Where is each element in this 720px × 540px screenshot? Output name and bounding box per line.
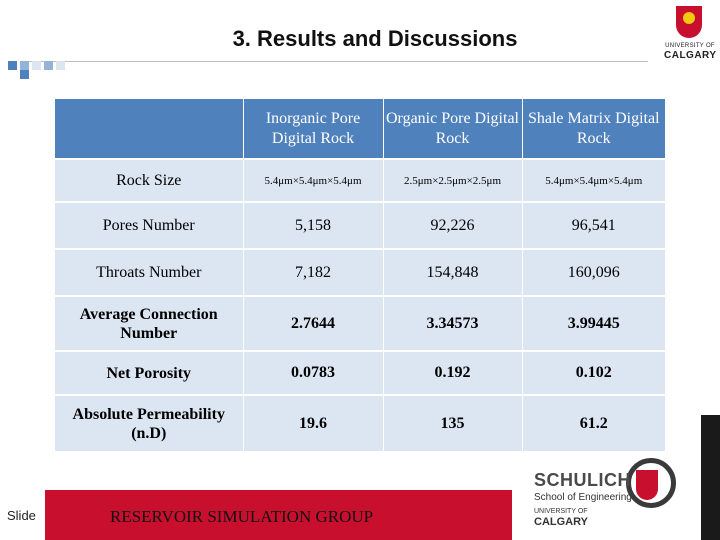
header-cell: Shale Matrix Digital Rock [522,99,665,159]
row-label: Net Porosity [55,351,243,395]
table-cell: 3.34573 [383,296,522,351]
right-edge-strip [701,415,720,540]
university-logo [664,6,716,64]
table-cell: 5.4μm×5.4μm×5.4μm [243,159,383,202]
table-row [55,351,665,395]
header-cell [55,99,243,159]
table-cell: 3.99445 [522,296,665,351]
table-row [55,159,665,202]
accent-square [56,61,65,70]
crest-icon [636,470,658,500]
schulich-big-text: CALGARY [534,516,588,528]
row-label: Average Connection Number [55,296,243,351]
table-row [55,395,665,451]
table-cell: 5.4μm×5.4μm×5.4μm [522,159,665,202]
title-divider [20,61,648,62]
table-cell: 2.7644 [243,296,383,351]
table-cell: 135 [383,395,522,451]
table-row [55,249,665,296]
crest-icon [676,6,702,38]
schulich-small-text: UNIVERSITY OF [534,508,588,515]
table-cell: 0.192 [383,351,522,395]
table-cell: 61.2 [522,395,665,451]
row-label: Pores Number [55,202,243,249]
slide-label: Slide [7,508,36,523]
table-cell: 5,158 [243,202,383,249]
table-cell: 96,541 [522,202,665,249]
accent-squares [0,58,70,80]
schulich-logo [520,448,720,540]
accent-square [32,61,41,70]
logo-small-text: UNIVERSITY OF [665,43,715,49]
footer-text: RESERVOIR SIMULATION GROUP [110,507,374,526]
table-row [55,296,665,351]
schulich-subtitle: School of Engineering [534,492,632,503]
table-row [55,202,665,249]
slide-title: 3. Results and Discussions [232,26,518,51]
table-cell: 19.6 [243,395,383,451]
accent-square [44,61,53,70]
table-cell: 2.5μm×2.5μm×2.5μm [383,159,522,202]
schulich-title: SCHULICH [534,470,631,490]
row-label: Rock Size [55,159,243,202]
table-cell: 92,226 [383,202,522,249]
row-label: Throats Number [55,249,243,296]
accent-square [20,70,29,79]
header-cell: Organic Pore Digital Rock [383,99,522,159]
table-cell: 154,848 [383,249,522,296]
accent-square [8,61,17,70]
table-header-row [55,99,665,159]
row-label: Absolute Permeability (n.D) [55,395,243,451]
table-cell: 0.0783 [243,351,383,395]
table-cell: 7,182 [243,249,383,296]
accent-square [20,61,29,70]
logo-big-text: CALGARY [664,50,717,61]
header-cell: Inorganic Pore Digital Rock [243,99,383,159]
table-cell: 160,096 [522,249,665,296]
table-cell: 0.102 [522,351,665,395]
results-table [55,99,665,451]
